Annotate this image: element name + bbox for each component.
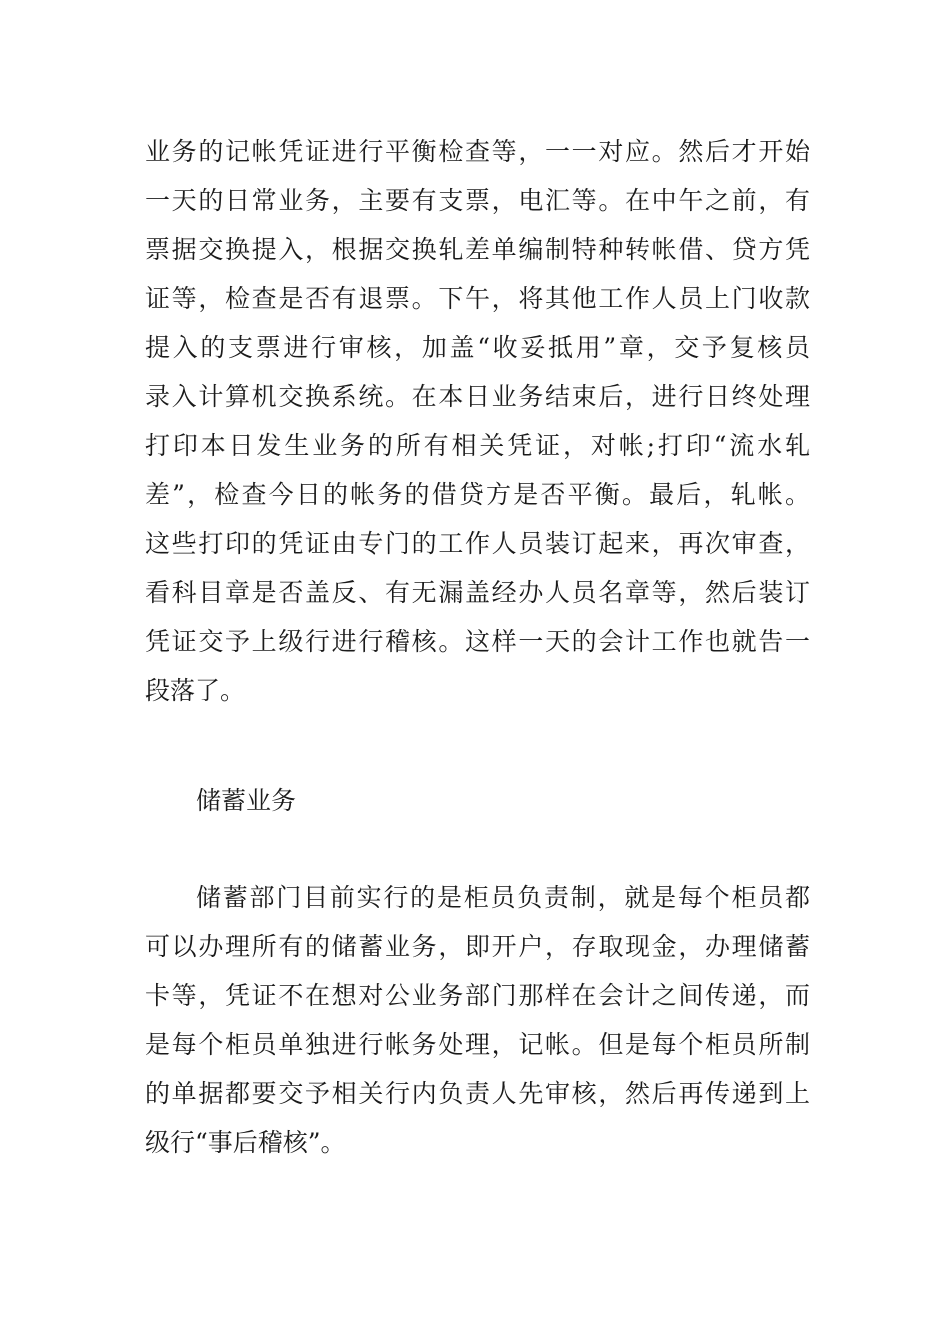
paragraph-savings-business: [145, 873, 810, 1167]
paragraph-line: 票据交换提入，根据交换轧差单编制特种转帐借、贷方凭: [145, 235, 810, 264]
paragraph-line: 级行“事后稽核”。: [145, 1128, 346, 1157]
paragraph-line: 差”，检查今日的帐务的借贷方是否平衡。最后，轧帐。: [145, 480, 810, 509]
paragraph-line: 看科目章是否盖反、有无漏盖经办人员名章等，然后装订: [145, 578, 810, 607]
paragraph-line: 业务的记帐凭证进行平衡检查等，一一对应。然后才开始: [145, 137, 810, 166]
paragraph-line: 打印本日发生业务的所有相关凭证，对帐;打印“流水轧: [145, 431, 810, 460]
paragraph-line: 一天的日常业务，主要有支票，电汇等。在中午之前，有: [145, 186, 810, 215]
paragraph-line: 是每个柜员单独进行帐务处理，记帐。但是每个柜员所制: [145, 1030, 810, 1059]
paragraph-line: 可以办理所有的储蓄业务，即开户，存取现金，办理储蓄: [145, 932, 810, 961]
paragraph-line: 凭证交予上级行进行稽核。这样一天的会计工作也就告一: [145, 627, 810, 656]
paragraph-line: 段落了。: [145, 676, 246, 705]
paragraph-line: 证等，检查是否有退票。下午，将其他工作人员上门收款: [145, 284, 810, 313]
paragraph-line: 录入计算机交换系统。在本日业务结束后，进行日终处理: [145, 382, 810, 411]
paragraph-line: 提入的支票进行审核，加盖“收妥抵用”章，交予复核员: [145, 333, 810, 362]
paragraph-line: 卡等，凭证不在想对公业务部门那样在会计之间传递，而: [145, 981, 810, 1010]
paragraph-line: 储蓄部门目前实行的是柜员负责制，就是每个柜员都: [196, 883, 810, 912]
section-heading-savings: 储蓄业务: [196, 786, 297, 815]
paragraph-line: 的单据都要交予相关行内负责人先审核，然后再传递到上: [145, 1079, 810, 1108]
paragraph-line: 这些打印的凭证由专门的工作人员装订起来，再次审查，: [145, 529, 810, 558]
paragraph-accounting-daily-work: [145, 127, 810, 715]
